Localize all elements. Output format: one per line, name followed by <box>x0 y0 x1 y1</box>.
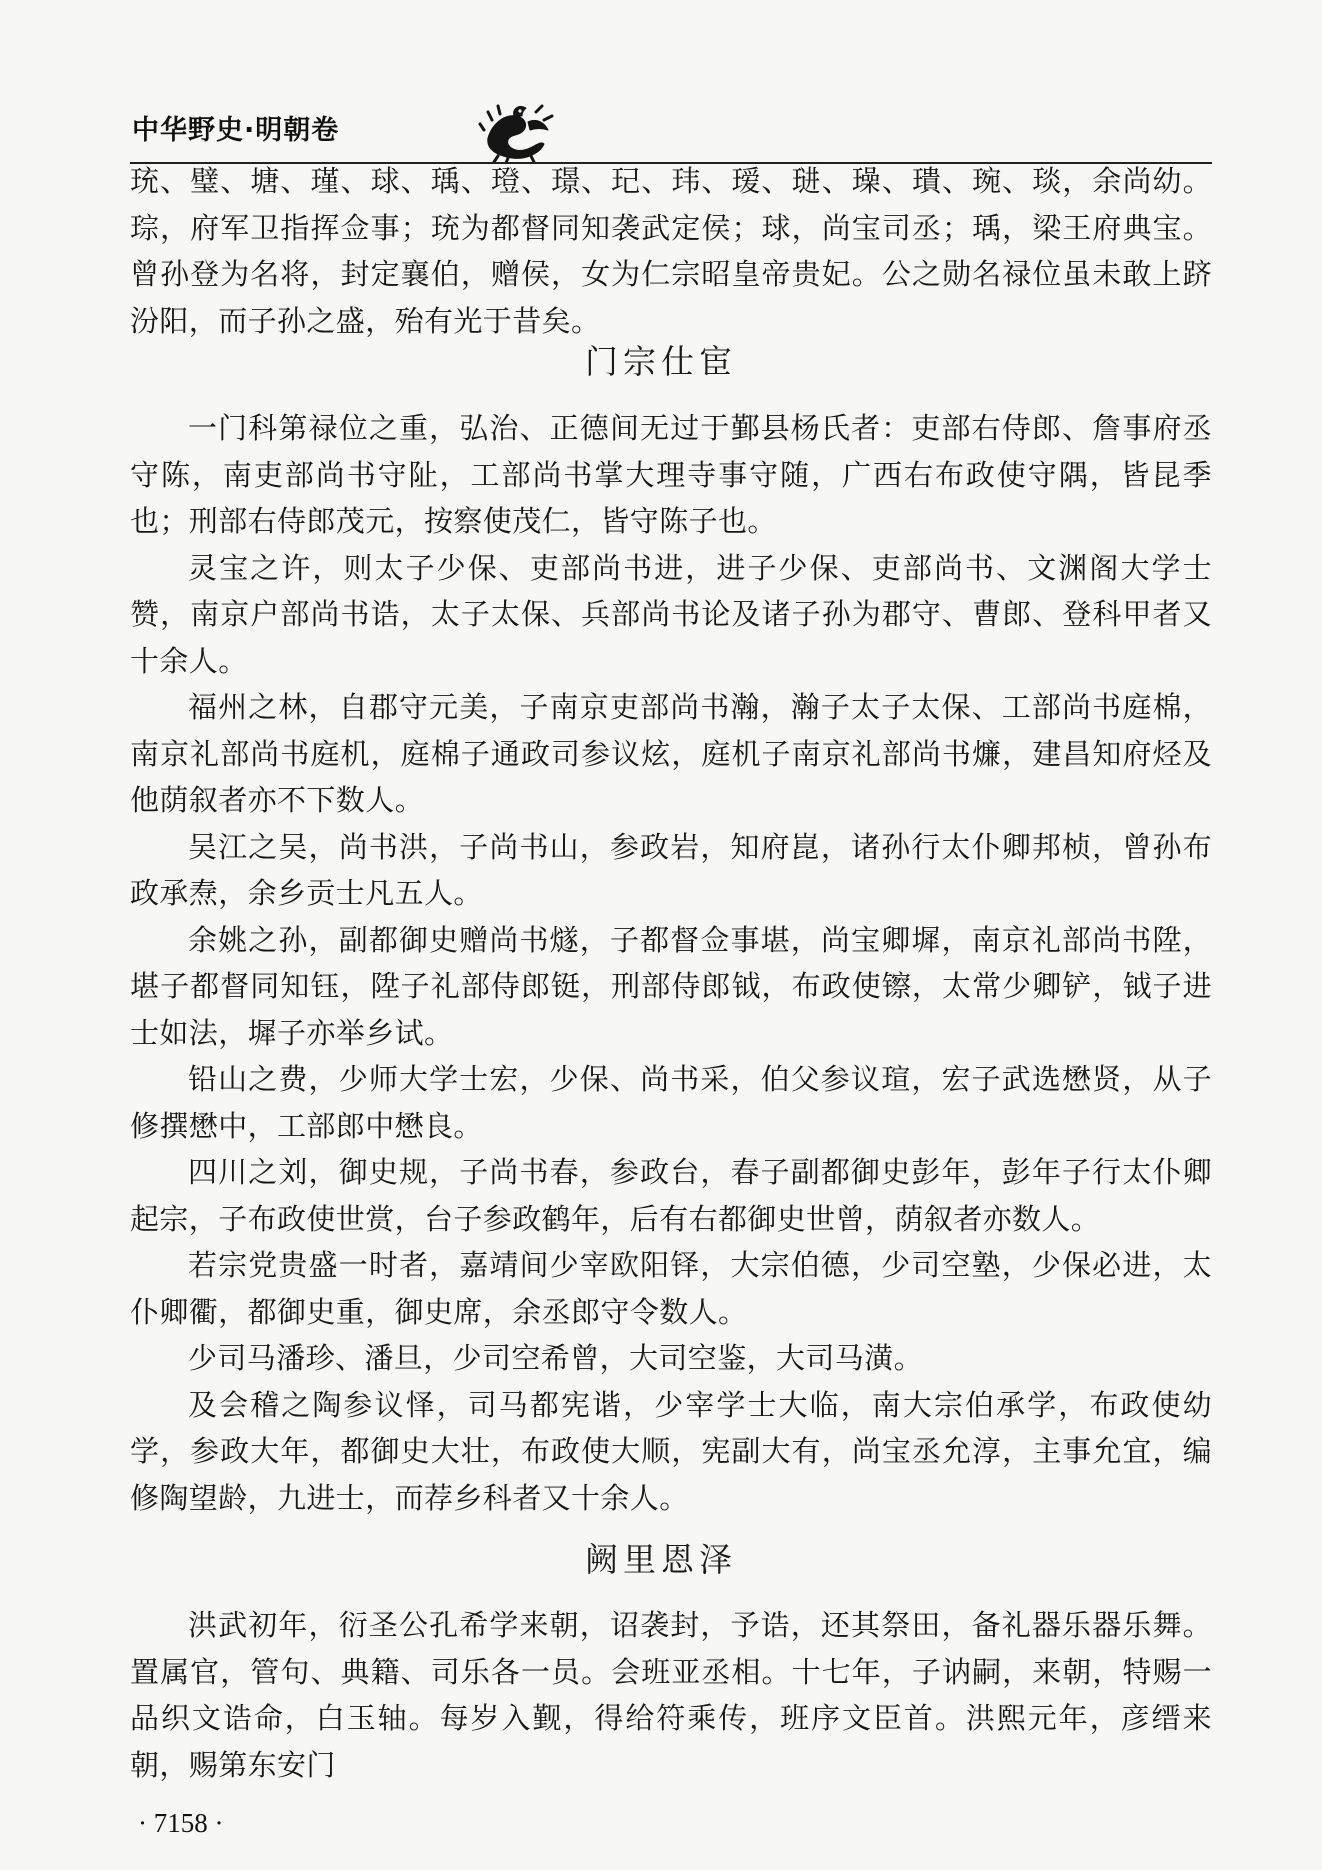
paragraph: 一门科第禄位之重，弘治、正德间无过于鄞县杨氏者：吏部右侍郎、詹事府丞守陈，南吏部尚书守阯，工部尚书掌大理寺事守随，广西右布政使守隅，皆昆季也；刑部右侍郎茂元，按察使茂仁，皆守陈子也。 <box>130 411 1212 538</box>
paragraph: 四川之刘，御史规，子尚书春，参政台，春子副都御史彭年，彭年子行太仆卿起宗，子布政使世赏，台子参政鹤年，后有右都御史世曾，荫叙者亦数人。 <box>130 1155 1212 1236</box>
section-body-queli <box>130 1602 1212 1788</box>
paragraph: 福州之林，自郡守元美，子南京吏部尚书瀚，瀚子太子太保、工部尚书庭棉，南京礼部尚书庭机，庭棉子通政司参议炫，庭机子南京礼部尚书燫，建昌知府烃及他荫叙者亦不下数人。 <box>130 690 1212 817</box>
running-header <box>132 108 339 147</box>
paragraph: 灵宝之许，则太子少保、吏部尚书进，进子少保、吏部尚书、文渊阁大学士赞，南京户部尚书诰，太子太保、兵部尚书论及诸子孙为郡守、曹郎、登科甲者又十余人。 <box>130 550 1212 678</box>
paragraph: 铅山之费，少师大学士宏，少保、尚书采，伯父参议瑄，宏子武选懋贤，从子修撰懋中，工部郎中懋良。 <box>130 1062 1212 1143</box>
paragraph: 若宗党贵盛一时者，嘉靖间少宰欧阳铎，大宗伯德，少司空塾，少保必进，太仆卿衢，都御史重，御史席，余丞郎守令数人。 <box>130 1248 1212 1329</box>
section-title-mengzong: 门宗仕宦 <box>585 342 737 381</box>
intro-paragraph: 珫、璧、塘、瑾、球、瑀、璒、璟、玘、玮、瑷、琎、璪、璝、琬、琰，余尚幼。琮，府军卫指挥佥事；珫为都督同知袭武定侯；球，尚宝司丞；瑀，梁王府典宝。曾孙登为名将，封定襄伯，赠侯，女为仁宗昭皇帝贵妃。公之勋名禄位虽未敢上跻汾阳，而子孙之盛，殆有光于昔矣。 <box>130 164 1212 338</box>
book-title: 中华野史·明朝卷 <box>132 115 340 146</box>
paragraph: 洪武初年，衍圣公孔希学来朝，诏袭封，予诰，还其祭田，备礼器乐器乐舞。置属官，管句、典籍、司乐各一员。会班亚丞相。十七年，子讷嗣，来朝，特赐一品织文诰命，白玉轴。每岁入觐，得给符乘传，班序文臣首。洪熙元年，彦缙来朝，赐第东安门 <box>130 1608 1212 1782</box>
paragraph: 及会稽之陶参议怿，司马都宪谐，少宰学士大临，南大宗伯承学，布政使幼学，参政大年，都御史大壮，布政使大顺，宪副大有，尚宝丞允淳，主事允宜，编修陶望龄，九进士，而荐乡科者又十余人。 <box>130 1387 1212 1515</box>
section-body-mengzong <box>130 405 1212 1521</box>
dragon-emblem-icon <box>478 100 554 164</box>
section-title-queli: 阙里恩泽 <box>585 1540 737 1579</box>
paragraph: 吴江之吴，尚书洪，子尚书山，参政岩，知府崑，诸孙行太仆卿邦桢，曾孙布政承焘，余乡贡士凡五人。 <box>130 829 1212 910</box>
paragraph: 少司马潘珍、潘旦，少司空希曾，大司空鉴，大司马潢。 <box>188 1341 924 1375</box>
page-number: · 7158 · <box>138 1808 224 1838</box>
paragraph: 余姚之孙，副都御史赠尚书燧，子都督佥事堪，尚宝卿墀，南京礼部尚书陞，堪子都督同知钰，陞子礼部侍郎铤，刑部侍郎钺，布政使镲，太常少卿铲，钺子进士如法，墀子亦举乡试。 <box>130 922 1212 1050</box>
intro-block <box>130 158 1212 344</box>
